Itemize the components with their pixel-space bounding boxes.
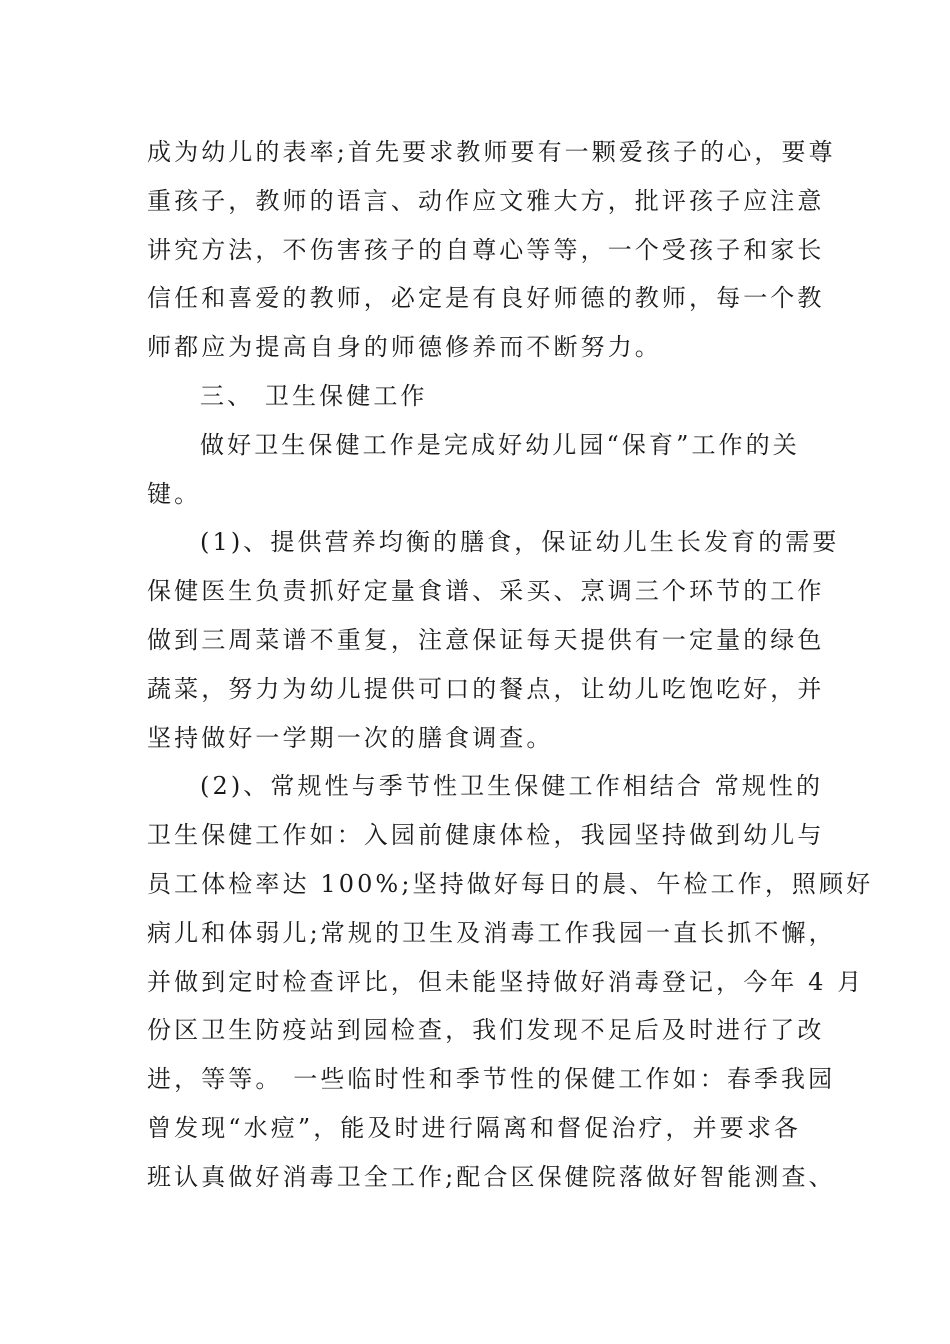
- text-line: 做好卫生保健工作是完成好幼儿园“保育”工作的关: [200, 430, 800, 459]
- text-line: 讲究方法，不伤害孩子的自尊心等等，一个受孩子和家长: [147, 235, 825, 264]
- text-line: 键。: [147, 479, 202, 508]
- text-line: 卫生保健工作如：入园前健康体检，我园坚持做到幼儿与: [147, 821, 825, 850]
- text-line: 员工体检率达 100%;坚持做好每日的晨、午检工作，照顾好: [147, 869, 874, 898]
- text-line: 信任和喜爱的教师，必定是有良好师德的教师，每一个教: [147, 284, 825, 313]
- text-line: 保健医生负责抓好定量食谱、采买、烹调三个环节的工作: [147, 577, 825, 606]
- text-line: 重孩子，教师的语言、动作应文雅大方，批评孩子应注意: [147, 186, 825, 215]
- text-line: 做到三周菜谱不重复，注意保证每天提供有一定量的绿色: [147, 625, 825, 654]
- text-line: (2)、常规性与季节性卫生保健工作相结合 常规性的: [200, 772, 824, 801]
- text-line: 班认真做好消毒卫全工作;配合区保健院落做好智能测查、: [147, 1162, 836, 1191]
- text-line: 并做到定时检查评比，但未能坚持做好消毒登记，今年 4 月: [147, 967, 865, 996]
- text-line: 蔬菜，努力为幼儿提供可口的餐点，让幼儿吃饱吃好，并: [147, 674, 825, 703]
- document-body: [147, 128, 874, 1202]
- section-heading: 三、 卫生保健工作: [200, 381, 428, 410]
- text-line: 师都应为提高自身的师德修养而不断努力。: [147, 333, 662, 362]
- text-line: 坚持做好一学期一次的膳食调查。: [147, 723, 554, 752]
- text-line: (1)、提供营养均衡的膳食，保证幼儿生长发育的需要: [200, 528, 840, 557]
- text-line: 病儿和体弱儿;常规的卫生及消毒工作我园一直长抓不懈，: [147, 918, 836, 947]
- text-line: 曾发现“水痘”，能及时进行隔离和督促治疗，并要求各: [147, 1113, 802, 1142]
- text-line: 进，等等。 一些临时性和季节性的保健工作如：春季我园: [147, 1065, 836, 1094]
- text-line: 成为幼儿的表率;首先要求教师要有一颗爱孩子的心，要尊: [147, 138, 836, 166]
- text-line: 份区卫生防疫站到园检查，我们发现不足后及时进行了改: [147, 1016, 825, 1045]
